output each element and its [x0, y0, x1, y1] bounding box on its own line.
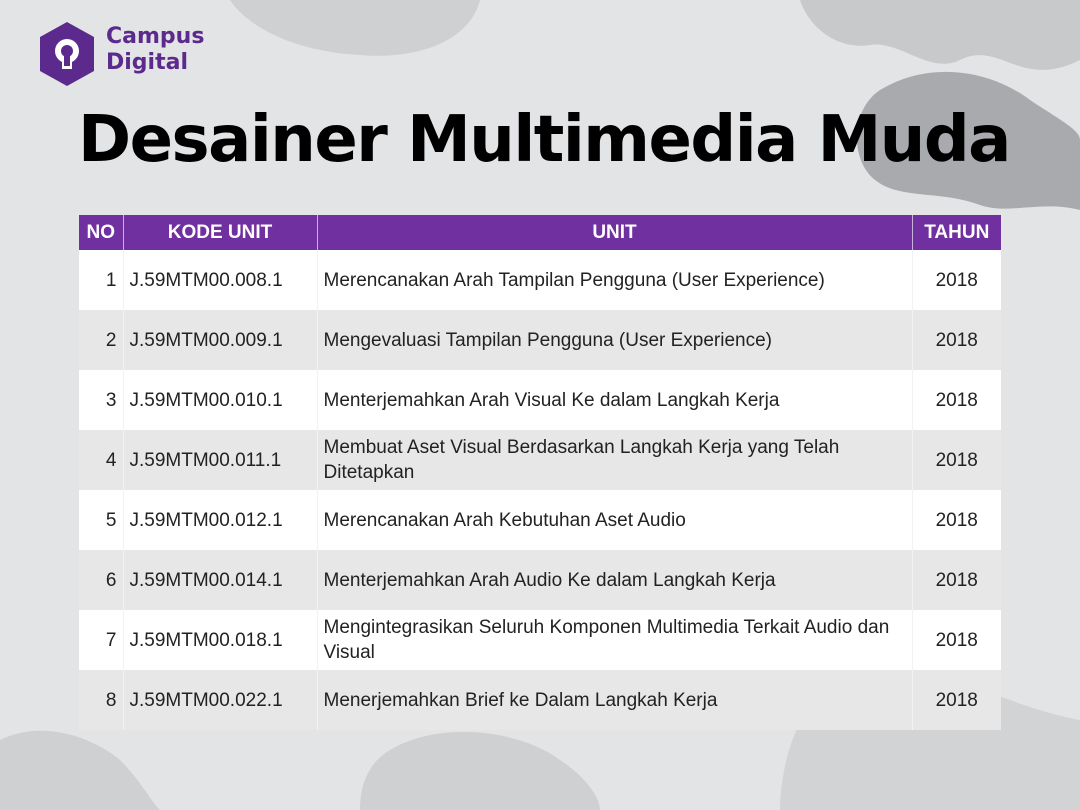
- cell-kode-unit: J.59MTM00.008.1: [123, 250, 317, 310]
- cell-tahun: 2018: [912, 250, 1001, 310]
- cell-kode-unit: J.59MTM00.022.1: [123, 670, 317, 730]
- table-header-row: [79, 215, 1001, 250]
- table-row: [79, 310, 1001, 370]
- cell-unit: Merencanakan Arah Kebutuhan Aset Audio: [317, 490, 912, 550]
- cell-kode-unit: J.59MTM00.011.1: [123, 430, 317, 490]
- cell-tahun: 2018: [912, 370, 1001, 430]
- cell-no: 3: [79, 370, 123, 430]
- cell-unit: Mengintegrasikan Seluruh Komponen Multimedia Terkait Audio dan Visual: [317, 610, 912, 670]
- table-row: [79, 370, 1001, 430]
- cell-no: 7: [79, 610, 123, 670]
- cell-unit: Menerjemahkan Brief ke Dalam Langkah Kerja: [317, 670, 912, 730]
- table-row: [79, 250, 1001, 310]
- column-header-tahun: TAHUN: [912, 215, 1001, 250]
- cell-kode-unit: J.59MTM00.010.1: [123, 370, 317, 430]
- page-title: Desainer Multimedia Muda: [78, 103, 1010, 177]
- campus-digital-logo[interactable]: [36, 20, 216, 90]
- logo-line-2: Digital: [106, 50, 188, 75]
- cell-unit: Mengevaluasi Tampilan Pengguna (User Experience): [317, 310, 912, 370]
- table-row: [79, 670, 1001, 730]
- cell-tahun: 2018: [912, 490, 1001, 550]
- cell-no: 8: [79, 670, 123, 730]
- column-header-kode-unit: KODE UNIT: [123, 215, 317, 250]
- table-row: [79, 610, 1001, 670]
- cell-tahun: 2018: [912, 310, 1001, 370]
- table-row: [79, 550, 1001, 610]
- table-row: [79, 490, 1001, 550]
- cell-kode-unit: J.59MTM00.009.1: [123, 310, 317, 370]
- cell-no: 5: [79, 490, 123, 550]
- cell-unit: Merencanakan Arah Tampilan Pengguna (User Experience): [317, 250, 912, 310]
- cell-no: 4: [79, 430, 123, 490]
- cell-tahun: 2018: [912, 610, 1001, 670]
- units-table: [79, 215, 1001, 730]
- lightbulb-icon: [36, 20, 98, 88]
- cell-no: 2: [79, 310, 123, 370]
- cell-unit: Membuat Aset Visual Berdasarkan Langkah Kerja yang Telah Ditetapkan: [317, 430, 912, 490]
- logo-wordmark: [106, 24, 204, 76]
- cell-kode-unit: J.59MTM00.012.1: [123, 490, 317, 550]
- cell-unit: Menterjemahkan Arah Visual Ke dalam Langkah Kerja: [317, 370, 912, 430]
- cell-unit: Menterjemahkan Arah Audio Ke dalam Langkah Kerja: [317, 550, 912, 610]
- table-row: [79, 430, 1001, 490]
- logo-line-1: Campus: [106, 24, 205, 49]
- cell-kode-unit: J.59MTM00.014.1: [123, 550, 317, 610]
- column-header-no: NO: [79, 215, 123, 250]
- column-header-unit: UNIT: [317, 215, 912, 250]
- cell-kode-unit: J.59MTM00.018.1: [123, 610, 317, 670]
- cell-tahun: 2018: [912, 550, 1001, 610]
- cell-tahun: 2018: [912, 670, 1001, 730]
- cell-no: 1: [79, 250, 123, 310]
- cell-tahun: 2018: [912, 430, 1001, 490]
- cell-no: 6: [79, 550, 123, 610]
